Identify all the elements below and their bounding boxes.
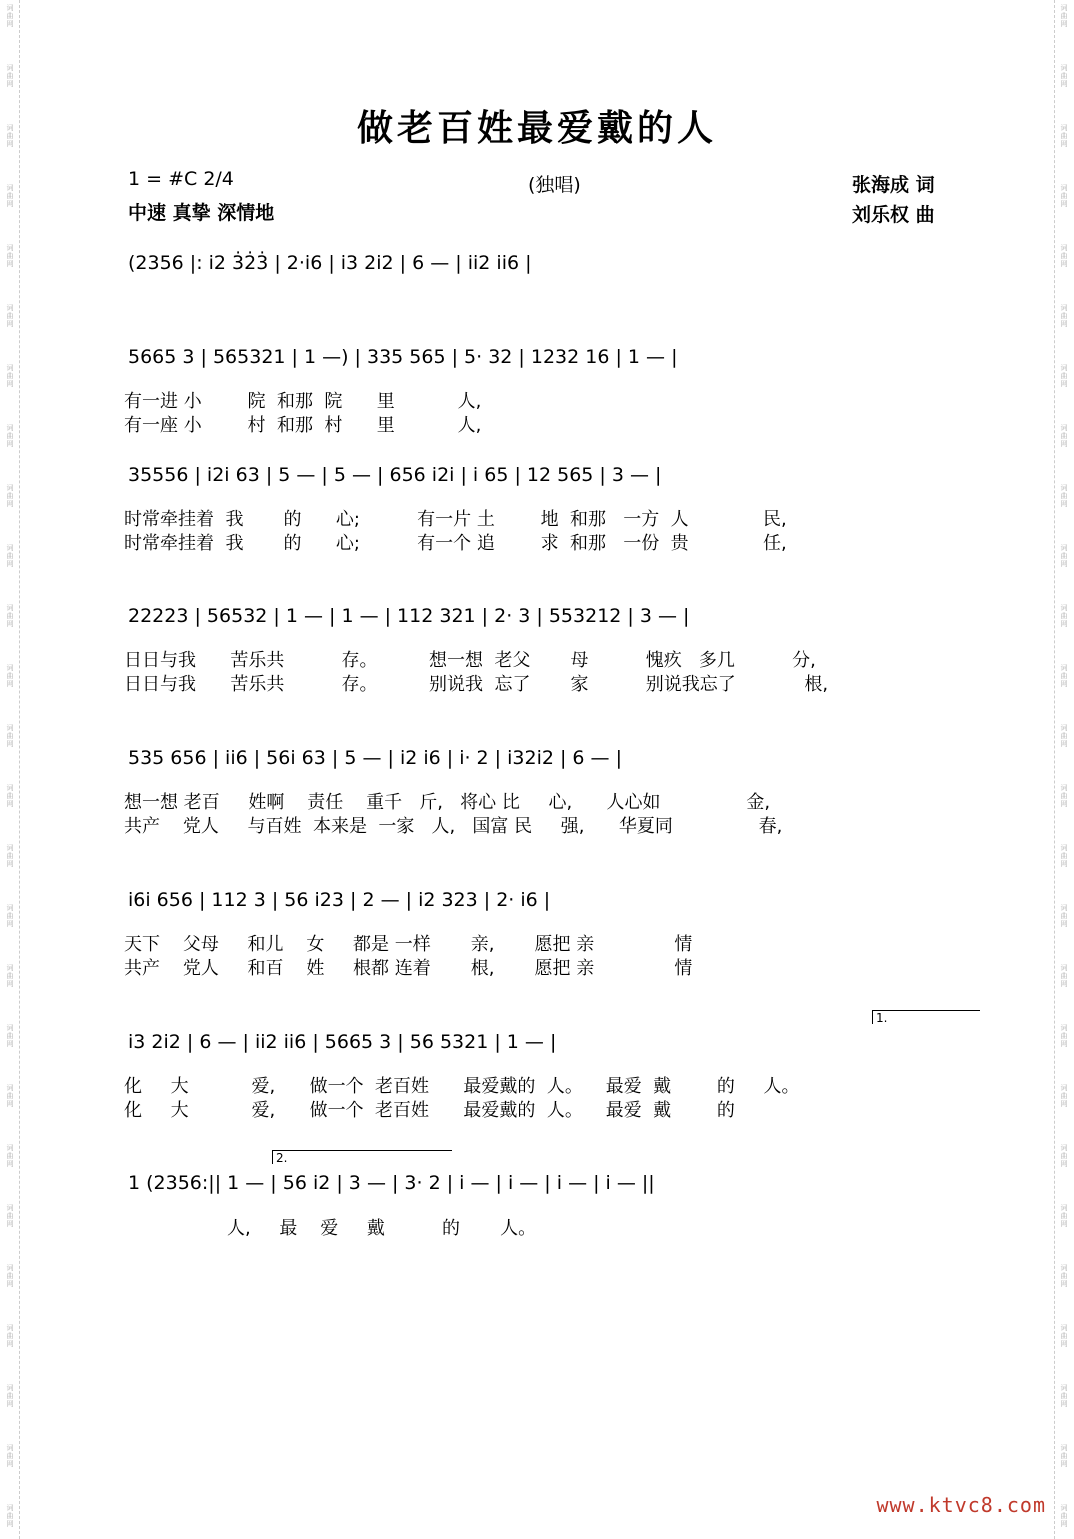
right-watermark-text: 词曲网 (1060, 1384, 1068, 1408)
lyric-line-6-verse-1: 天下 父母 和儿 女 都是 一样 亲, 愿把 亲 情 (124, 934, 693, 955)
left-watermark-text: 词曲网 (6, 664, 14, 688)
right-watermark-text: 词曲网 (1060, 1144, 1068, 1168)
right-watermark-text: 词曲网 (1060, 364, 1068, 388)
right-watermark-text: 词曲网 (1060, 844, 1068, 868)
song-title: 做老百姓最爱戴的人 (356, 107, 717, 149)
lyricist-credit: 张海成 词 (852, 174, 935, 196)
left-watermark-text: 词曲网 (6, 1504, 14, 1528)
left-watermark-text: 词曲网 (6, 184, 14, 208)
lyric-line-7-verse-1: 化 大 爱, 做一个 老百姓 最爱戴的 人。 最爱 戴 的 人。 (124, 1076, 800, 1097)
first-ending-bracket: 1. (872, 1010, 980, 1024)
right-watermark-text: 词曲网 (1060, 664, 1068, 688)
tempo-marking: 中速 真挚 深情地 (128, 202, 275, 224)
key-signature: 1 = #C 2/4 (128, 168, 234, 190)
right-watermark-text: 词曲网 (1060, 1024, 1068, 1048)
lyric-line-5-verse-2: 共产 党人 与百姓 本来是 一家 人, 国富 民 强, 华夏同 春, (124, 816, 783, 837)
right-watermark-text: 词曲网 (1060, 544, 1068, 568)
right-watermark-text: 词曲网 (1060, 1324, 1068, 1348)
score-line-2: 5665 3 | 565321 | 1 —) | 335 565 | 5· 32 | 1232 16 | 1 — | (128, 346, 678, 368)
right-watermark-text: 词曲网 (1060, 1084, 1068, 1108)
lyric-line-3-verse-1: 时常牵挂着 我 的 心; 有一片 土 地 和那 一方 人 民, (124, 509, 787, 530)
left-watermark-text: 词曲网 (6, 784, 14, 808)
performance-note: (独唱) (528, 174, 581, 196)
score-line-1: (2356 |: i2 3̇2̇3̇ | 2·i6 | i3 2i2 | 6 — | ii2 ii6 | (128, 252, 532, 274)
left-watermark-text: 词曲网 (6, 364, 14, 388)
right-watermark-text: 词曲网 (1060, 964, 1068, 988)
left-watermark-text: 词曲网 (6, 1024, 14, 1048)
left-watermark-text: 词曲网 (6, 1264, 14, 1288)
lyric-line-2-verse-2: 有一座 小 村 和那 村 里 人, (124, 415, 482, 436)
lyric-line-6-verse-2: 共产 党人 和百 姓 根都 连着 根, 愿把 亲 情 (124, 958, 693, 979)
left-watermark-text: 词曲网 (6, 424, 14, 448)
right-watermark-text: 词曲网 (1060, 724, 1068, 748)
right-watermark-text: 词曲网 (1060, 1264, 1068, 1288)
right-watermark-text: 词曲网 (1060, 184, 1068, 208)
right-watermark-text: 词曲网 (1060, 124, 1068, 148)
right-watermark-text: 词曲网 (1060, 484, 1068, 508)
lyric-line-4-verse-1: 日日与我 苦乐共 存。 想一想 老父 母 愧疚 多几 分, (124, 650, 816, 671)
left-watermark-text: 词曲网 (6, 604, 14, 628)
right-watermark-text: 词曲网 (1060, 1504, 1068, 1528)
score-line-6: i6i 656 | 112 3 | 56 i23 | 2 — | i2 323 | 2· i6 | (128, 889, 551, 911)
score-line-4: 22223 | 56532 | 1 — | 1 — | 112 321 | 2· 3 | 553212 | 3 — | (128, 605, 690, 627)
left-watermark-text: 词曲网 (6, 484, 14, 508)
left-watermark-text: 词曲网 (6, 1444, 14, 1468)
right-watermark-text: 词曲网 (1060, 904, 1068, 928)
second-ending-bracket: 2. (272, 1150, 452, 1164)
left-watermark-text: 词曲网 (6, 244, 14, 268)
score-line-5: 535 656 | ii6 | 56i 63 | 5 — | i2 i6 | i· 2 | i32i2 | 6 — | (128, 747, 622, 769)
left-watermark-text: 词曲网 (6, 4, 14, 28)
left-watermark-text: 词曲网 (6, 1384, 14, 1408)
left-watermark-text: 词曲网 (6, 1324, 14, 1348)
right-watermark-text: 词曲网 (1060, 604, 1068, 628)
right-watermark-text: 词曲网 (1060, 784, 1068, 808)
composer-credit: 刘乐权 曲 (852, 204, 935, 226)
left-watermark-text: 词曲网 (6, 1204, 14, 1228)
right-watermark-text: 词曲网 (1060, 424, 1068, 448)
left-watermark-text: 词曲网 (6, 1144, 14, 1168)
left-watermark-strip (0, 0, 20, 1539)
score-line-8: 1 (2356:|| 1 — | 56 i2 | 3 — | 3· 2 | i — | i — | i — | i — || (128, 1172, 655, 1194)
left-watermark-text: 词曲网 (6, 844, 14, 868)
lyric-line-7-verse-2: 化 大 爱, 做一个 老百姓 最爱戴的 人。 最爱 戴 的 (124, 1100, 735, 1121)
right-watermark-text: 词曲网 (1060, 244, 1068, 268)
lyric-line-8-verse-1: 人, 最 爱 戴 的 人。 (124, 1218, 537, 1239)
left-watermark-text: 词曲网 (6, 1084, 14, 1108)
site-watermark-url[interactable]: www.ktvc8.com (876, 1493, 1046, 1517)
left-watermark-text: 词曲网 (6, 544, 14, 568)
right-watermark-text: 词曲网 (1060, 1444, 1068, 1468)
left-watermark-text: 词曲网 (6, 304, 14, 328)
left-watermark-text: 词曲网 (6, 124, 14, 148)
left-watermark-text: 词曲网 (6, 904, 14, 928)
left-watermark-text: 词曲网 (6, 724, 14, 748)
lyric-line-5-verse-1: 想一想 老百 姓啊 责任 重千 斤, 将心 比 心, 人心如 金, (124, 792, 771, 813)
left-watermark-text: 词曲网 (6, 64, 14, 88)
lyric-line-3-verse-2: 时常牵挂着 我 的 心; 有一个 追 求 和那 一份 贵 任, (124, 533, 787, 554)
right-watermark-strip (1054, 0, 1074, 1539)
left-watermark-text: 词曲网 (6, 964, 14, 988)
score-line-7: i3 2i2 | 6 — | ii2 ii6 | 5665 3 | 56 5321 | 1 — | (128, 1031, 557, 1053)
lyric-line-4-verse-2: 日日与我 苦乐共 存。 别说我 忘了 家 别说我忘了 根, (124, 674, 829, 695)
right-watermark-text: 词曲网 (1060, 4, 1068, 28)
right-watermark-text: 词曲网 (1060, 1204, 1068, 1228)
right-watermark-text: 词曲网 (1060, 64, 1068, 88)
score-line-3: 35556 | i2i 63 | 5 — | 5 — | 656 i2i | i 65 | 12 565 | 3 — | (128, 464, 662, 486)
lyric-line-2-verse-1: 有一进 小 院 和那 院 里 人, (124, 391, 482, 412)
right-watermark-text: 词曲网 (1060, 304, 1068, 328)
